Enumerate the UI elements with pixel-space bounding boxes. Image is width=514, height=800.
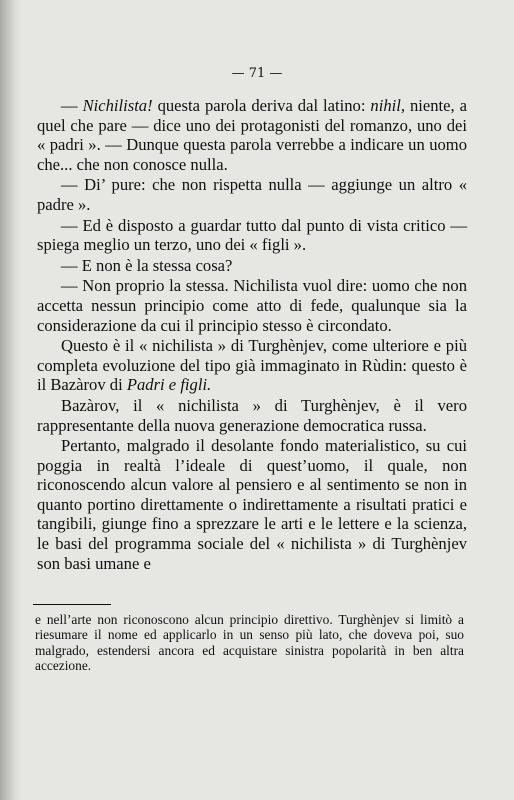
footnote: e nell’arte non riconoscono alcun principio direttivo. Turghènjev si limitò a riesumare il nome ed applicarlo in un senso più lato, che doveva poi, suo malgrado, estendersi ancora ed acquistare sinistra popolarità in ben altra accezione. bbox=[35, 612, 464, 673]
paragraph-text: — E non è la stessa cosa? bbox=[61, 255, 233, 275]
paragraph bbox=[37, 396, 467, 435]
paragraph bbox=[37, 276, 467, 335]
paragraph-text: — Di’ pure: che non rispetta nulla — aggiunge un altro « padre ». bbox=[37, 175, 467, 214]
paragraph bbox=[37, 175, 467, 214]
paragraph-text: — Non proprio la stessa. Nichilista vuol dire: uomo che non accetta nessun principio come atto di fede, qualunque sia la considerazione da cui il principio stesso è circondato. bbox=[37, 276, 467, 335]
paragraph-text: questa parola deriva dal latino: bbox=[152, 96, 371, 115]
paragraph-text: Bazàrov, il « nichilista » di Turghènjev, è il vero rappresentante della nuova generazione democratica russa. bbox=[37, 395, 467, 435]
paragraph bbox=[37, 216, 467, 255]
body-text bbox=[37, 96, 467, 573]
footnote-rule bbox=[33, 604, 111, 605]
italic-text: Nichilista! bbox=[82, 96, 153, 115]
paragraph-text: niente, a quel che pare — dice uno dei protagonisti del romanzo, uno dei « padri ». — Dunque questa parola verrebbe a indicare un uomo che... che non conosce nulla. bbox=[37, 96, 467, 174]
binding-shadow bbox=[0, 0, 22, 800]
paragraph-text: Questo è il « nichilista » di Turghènjev, come ulteriore e più completa evoluzione del tipo già immaginato in Rùdin: questo è il Bazàrov di bbox=[37, 336, 467, 395]
paragraph-text: Pertanto, malgrado il desolante fondo materialistico, su cui poggia in realtà l’ideale di quest’uomo, il quale, non riconoscendo alcun valore al pensiero e al sentimento se non in quanto portino direttamente o indirettamente a risultati pratici e tangibili, giunge fino a sprezzare le arti e le lettere e la scienza, le basi del programma sociale del « nichilista » di Turghènjev son basi umane e bbox=[37, 436, 467, 573]
paragraph bbox=[37, 436, 467, 573]
paragraph-text: — bbox=[61, 96, 83, 115]
paragraph bbox=[37, 96, 467, 174]
paragraph bbox=[37, 336, 467, 395]
paragraph-text: — Ed è disposto a guardar tutto dal punto di vista critico — spiega meglio un terzo, uno dei « figli ». bbox=[37, 215, 467, 255]
italic-text: Padri e figli. bbox=[126, 375, 212, 395]
paragraph bbox=[37, 256, 467, 276]
italic-text: nihil, bbox=[370, 96, 405, 115]
page-number: — 71 — bbox=[231, 66, 283, 81]
